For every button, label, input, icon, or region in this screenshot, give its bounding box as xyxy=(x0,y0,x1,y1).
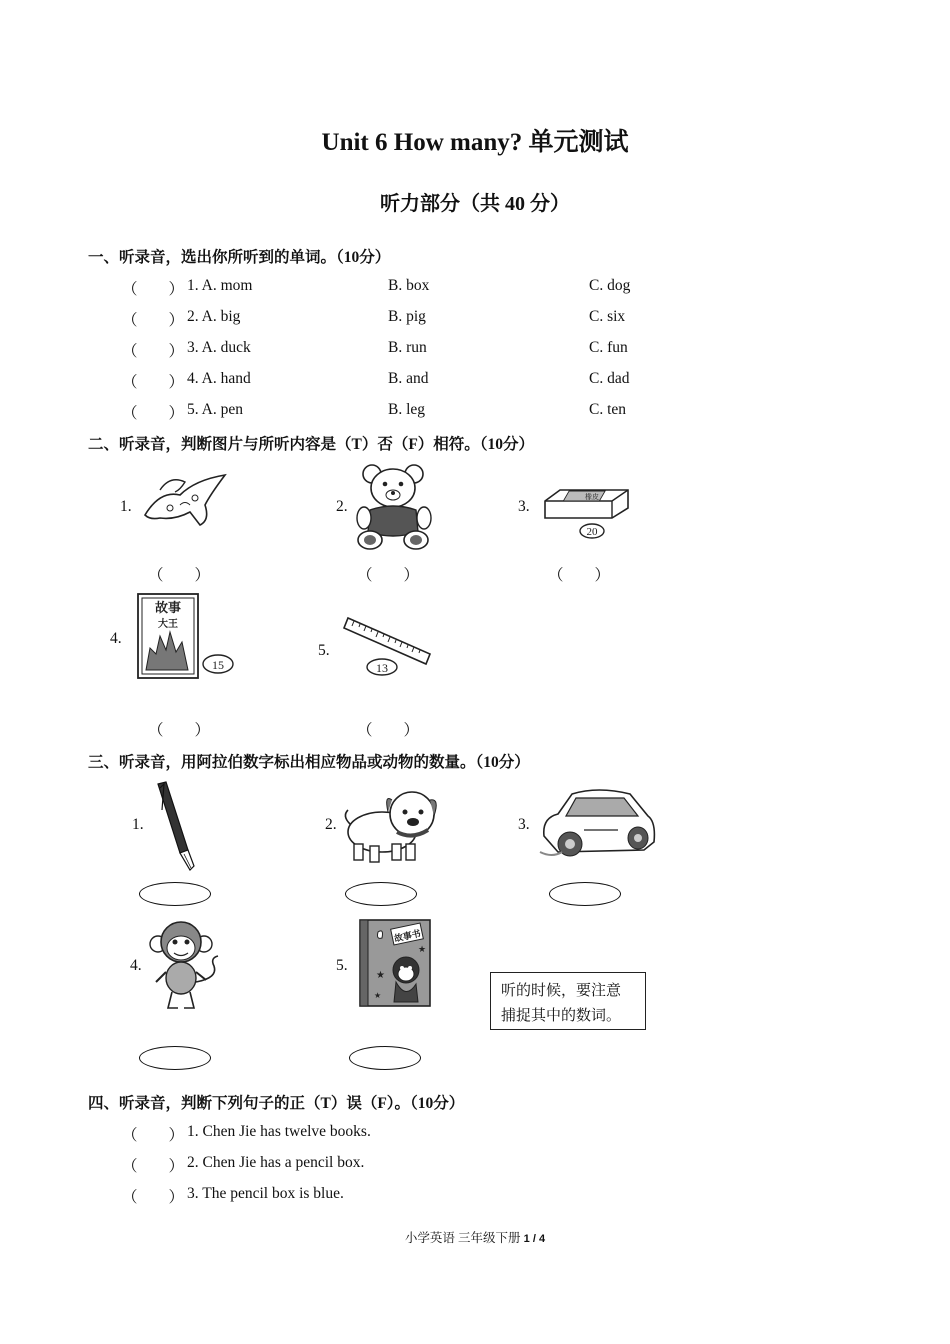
dog-icon xyxy=(342,788,442,864)
s3-item-4-answer-oval[interactable] xyxy=(139,1046,211,1070)
car-icon xyxy=(538,786,658,864)
storybook-badge: 15 xyxy=(212,658,224,672)
s1-item-2-option-b: B. pig xyxy=(388,308,426,325)
section-1-heading: 一、听录音，选出你所听到的单词。（10分） xyxy=(88,249,391,266)
svg-text:★: ★ xyxy=(376,970,385,981)
s4-item-1-text: 1. Chen Jie has twelve books. xyxy=(187,1123,371,1140)
s1-item-3-paren[interactable]: （ ） xyxy=(122,343,185,360)
book-icon xyxy=(356,918,436,1010)
s4-item-2-text: 2. Chen Jie has a pencil box. xyxy=(187,1154,365,1171)
s1-item-4-paren[interactable]: （ ） xyxy=(122,374,185,391)
svg-text:★: ★ xyxy=(418,944,427,954)
page-subtitle: 听力部分（共 40 分） xyxy=(380,193,570,215)
s4-item-3-paren[interactable]: （ ） xyxy=(122,1189,185,1206)
eraser-badge: 20 xyxy=(586,526,598,538)
s3-item-3-answer-oval[interactable] xyxy=(549,882,621,906)
page-title: Unit 6 How many? 单元测试 xyxy=(321,129,629,156)
ruler-badge: 13 xyxy=(376,661,388,675)
s3-item-2-number: 2. xyxy=(325,816,337,833)
s2-item-5-number: 5. xyxy=(318,642,330,659)
s1-item-5-paren[interactable]: （ ） xyxy=(122,405,185,422)
s2-item-2-number: 2. xyxy=(336,498,348,515)
storybook-title-1: 故事 xyxy=(154,601,182,616)
s2-item-1-paren[interactable]: （ ） xyxy=(148,567,211,584)
section-4-heading: 四、听录音，判断下列句子的正（T）误（F）。（10分） xyxy=(88,1095,465,1112)
s2-item-1-number: 1. xyxy=(120,498,132,515)
s2-item-4-paren[interactable]: （ ） xyxy=(148,722,211,739)
s2-item-2-paren[interactable]: （ ） xyxy=(357,567,420,584)
s3-item-3-number: 3. xyxy=(518,816,530,833)
pen-icon xyxy=(150,780,210,872)
s1-item-2-paren[interactable]: （ ） xyxy=(122,312,185,329)
monkey-icon xyxy=(148,918,224,1014)
svg-text:★: ★ xyxy=(374,991,382,1000)
s2-item-4-number: 4. xyxy=(110,630,122,647)
hint-line-2: 捕捉其中的数词。 xyxy=(501,1008,622,1024)
page-footer xyxy=(0,1228,950,1246)
s2-item-3-number: 3. xyxy=(518,498,530,515)
eraser-icon xyxy=(540,486,632,541)
hint-line-1: 听的时候，要注意 xyxy=(501,983,622,999)
hint-box xyxy=(490,972,646,1030)
kite-icon xyxy=(140,470,230,530)
s1-item-2-option-a: 2. A. big xyxy=(187,308,241,325)
s2-item-5-paren[interactable]: （ ） xyxy=(357,722,420,739)
s1-item-2-option-c: C. six xyxy=(589,308,626,325)
s2-item-3-paren[interactable]: （ ） xyxy=(548,567,611,584)
eraser-label: 橡皮 xyxy=(585,493,599,501)
s3-item-5-answer-oval[interactable] xyxy=(349,1046,421,1070)
storybook-title-2: 大王 xyxy=(158,619,178,630)
s3-item-1-answer-oval[interactable] xyxy=(139,882,211,906)
s1-item-1-option-b: B. box xyxy=(388,277,430,294)
s3-item-4-number: 4. xyxy=(130,957,142,974)
s1-item-1-option-c: C. dog xyxy=(589,277,631,294)
s1-item-3-option-b: B. run xyxy=(388,339,427,356)
s4-item-3-text: 3. The pencil box is blue. xyxy=(187,1185,344,1202)
s3-item-2-answer-oval[interactable] xyxy=(345,882,417,906)
s3-item-1-number: 1. xyxy=(132,816,144,833)
storybook-icon xyxy=(134,592,238,680)
s1-item-4-option-a: 4. A. hand xyxy=(187,370,251,387)
s1-item-3-option-c: C. fun xyxy=(589,339,628,356)
teddy-bear-icon xyxy=(352,462,436,550)
footer-text: 小学英语 三年级下册 xyxy=(404,1231,521,1245)
ruler-icon xyxy=(342,612,436,680)
s1-item-5-option-a: 5. A. pen xyxy=(187,401,243,418)
s4-item-1-paren[interactable]: （ ） xyxy=(122,1127,185,1144)
s1-item-3-option-a: 3. A. duck xyxy=(187,339,251,356)
s1-item-5-option-b: B. leg xyxy=(388,401,426,418)
section-2-heading: 二、听录音，判断图片与所听内容是（T）否（F）相符。（10分） xyxy=(88,436,535,453)
section-3-heading: 三、听录音，用阿拉伯数字标出相应物品或动物的数量。（10分） xyxy=(88,754,530,771)
s3-item-5-number: 5. xyxy=(336,957,348,974)
s1-item-1-option-a: 1. A. mom xyxy=(187,277,253,294)
s1-item-4-option-b: B. and xyxy=(388,370,429,387)
book-title: 故事书 xyxy=(393,929,422,945)
s1-item-1-paren[interactable]: （ ） xyxy=(122,281,185,298)
s1-item-5-option-c: C. ten xyxy=(589,401,627,418)
page-number: 1 / 4 xyxy=(523,1233,546,1245)
s4-item-2-paren[interactable]: （ ） xyxy=(122,1158,185,1175)
s1-item-4-option-c: C. dad xyxy=(589,370,630,387)
